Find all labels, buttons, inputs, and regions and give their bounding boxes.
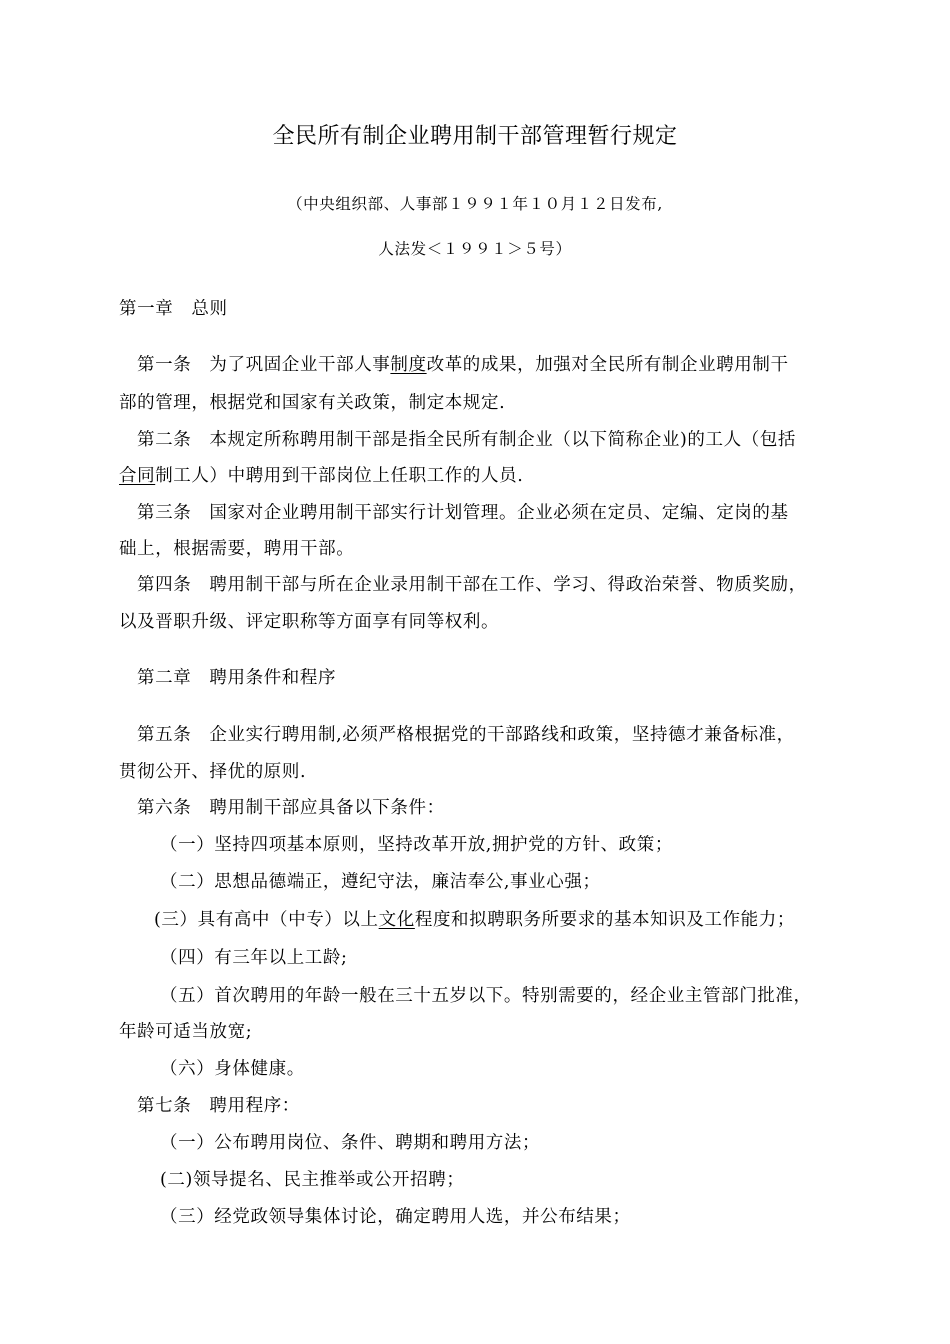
article-7-line-1: 第七条 聘用程序： bbox=[137, 1096, 300, 1116]
article-4-line-2: 以及晋职升级、评定职称等方面享有同等权利。 bbox=[119, 612, 500, 632]
article-5-line-2: 贯彻公开、择优的原则. bbox=[119, 762, 307, 782]
source-line-1: （中央组织部、人事部１９９１年１０月１２日发布, bbox=[287, 195, 663, 213]
article-6-line-1: 第六条 聘用制干部应具备以下条件： bbox=[137, 798, 445, 818]
article-6-item-3: (三）具有高中（中专）以上文化程度和拟聘职务所要求的基本知识及工作能力； bbox=[154, 910, 795, 930]
article-4-line-1: 第四条 聘用制干部与所在企业录用制干部在工作、学习、得政治荣誉、物质奖励， bbox=[137, 575, 807, 595]
chapter-heading-1: 第一章 总则 bbox=[119, 299, 228, 319]
article-6-item-1: （一）坚持四项基本原则，坚持改革开放,拥护党的方针、政策； bbox=[160, 835, 673, 855]
article-7-item-3: （三）经党政领导集体讨论，确定聘用人选，并公布结果； bbox=[160, 1207, 631, 1227]
underlined-term: 制度 bbox=[390, 355, 427, 375]
article-6-item-5-line-2: 年龄可适当放宽; bbox=[119, 1022, 253, 1042]
source-line-2: 人法发＜１９９１＞５号） bbox=[378, 240, 572, 258]
article-1-line-2: 部的管理，根据党和国家有关政策，制定本规定. bbox=[119, 393, 506, 413]
article-2-line-2: 合同制工人）中聘用到干部岗位上任职工作的人员. bbox=[119, 466, 524, 486]
underlined-term: 合同 bbox=[119, 466, 156, 486]
article-3-line-2: 础上，根据需要，聘用干部。 bbox=[119, 539, 355, 559]
article-6-item-2: （二）思想品德端正，遵纪守法，廉洁奉公,事业心强； bbox=[160, 872, 601, 892]
article-7-item-1: （一）公布聘用岗位、条件、聘期和聘用方法； bbox=[160, 1133, 541, 1153]
article-6-item-4: （四）有三年以上工龄; bbox=[160, 948, 348, 968]
underlined-term: 文化 bbox=[378, 910, 415, 930]
chapter-heading-2: 第二章 聘用条件和程序 bbox=[137, 668, 337, 688]
article-3-line-1: 第三条 国家对企业聘用制干部实行计划管理。企业必须在定员、定编、定岗的基 bbox=[137, 503, 789, 523]
article-5-line-1: 第五条 企业实行聘用制,必须严格根据党的干部路线和政策，坚持德才兼备标准， bbox=[137, 725, 795, 745]
article-6-item-6: （六）身体健康。 bbox=[160, 1059, 305, 1079]
article-2-line-1: 第二条 本规定所称聘用制干部是指全民所有制企业（以下简称企业)的工人（包括 bbox=[137, 430, 797, 450]
article-6-item-5-line-1: （五）首次聘用的年龄一般在三十五岁以下。特别需要的，经企业主管部门批准， bbox=[160, 986, 812, 1006]
article-1-line-1: 第一条 为了巩固企业干部人事制度改革的成果，加强对全民所有制企业聘用制干 bbox=[137, 355, 789, 375]
article-7-item-2: (二)领导提名、民主推举或公开招聘； bbox=[160, 1170, 465, 1190]
document-title: 全民所有制企业聘用制干部管理暂行规定 bbox=[272, 124, 678, 149]
